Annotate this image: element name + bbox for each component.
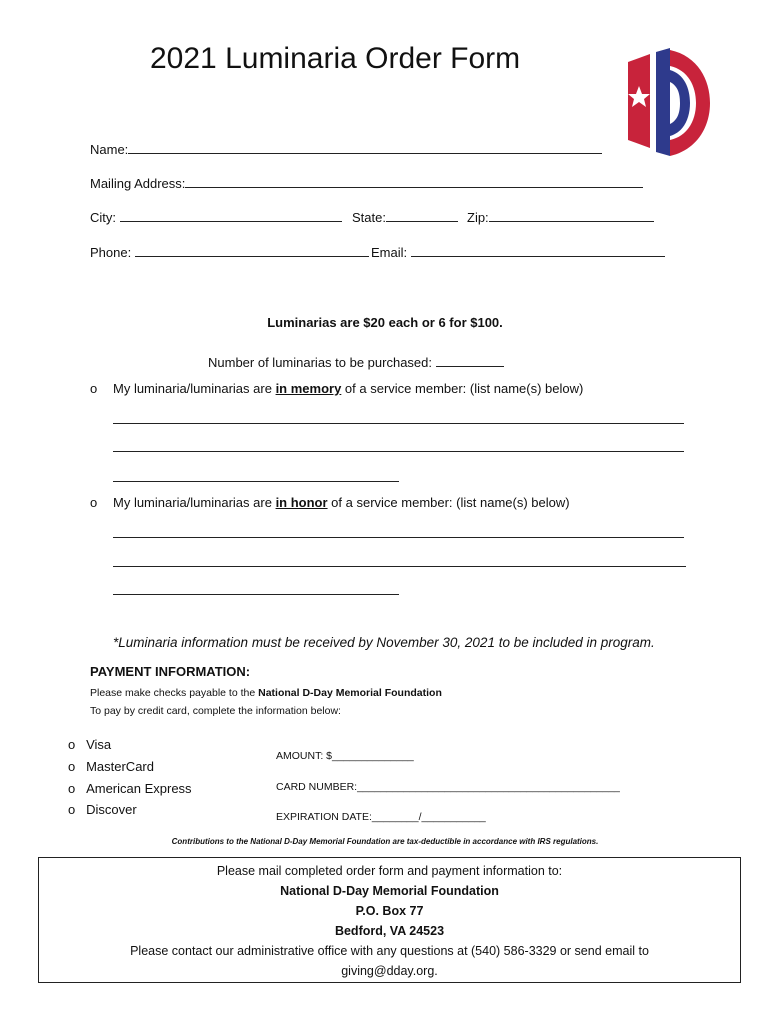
card-option-label: American Express	[86, 781, 192, 796]
memory-option-label	[113, 381, 583, 396]
card-option-label: MasterCard	[86, 759, 154, 774]
phone-line[interactable]	[135, 242, 369, 257]
mail-instructions-box	[38, 857, 741, 983]
card-option-amex[interactable]	[68, 781, 192, 796]
honor-name-line-3[interactable]	[113, 594, 399, 595]
memory-name-line-2[interactable]	[113, 451, 684, 452]
checks-payable-note	[90, 687, 442, 699]
payment-heading: PAYMENT INFORMATION:	[90, 664, 251, 679]
honor-emphasis: in honor	[275, 495, 328, 510]
email-label: Email:	[371, 245, 408, 260]
mailing-address-label: Mailing Address:	[90, 176, 186, 191]
memory-name-line-1[interactable]	[113, 423, 684, 424]
name-label: Name:	[90, 142, 129, 157]
email-line[interactable]	[411, 242, 665, 257]
memory-option-bullet[interactable]: o	[90, 381, 98, 396]
honor-option-text: My luminaria/luminarias are	[113, 495, 276, 510]
checks-payee: National D-Day Memorial Foundation	[258, 687, 442, 699]
memory-emphasis: in memory	[275, 381, 342, 396]
expiration-field[interactable]: EXPIRATION DATE:________/___________	[276, 811, 486, 823]
zip-label: Zip:	[467, 210, 489, 225]
deadline-note: *Luminaria information must be received by November 30, 2021 to be included in program.	[113, 635, 655, 650]
name-line[interactable]	[128, 139, 602, 154]
tax-deductible-note: Contributions to the National D-Day Memorial Foundation are tax-deductible in accordance with IRS regulations.	[171, 837, 599, 846]
mail-instructions-line: Please mail completed order form and payment information to:	[216, 864, 563, 878]
mailing-address-field[interactable]	[90, 173, 643, 191]
card-option-mastercard[interactable]	[68, 759, 154, 774]
honor-option-text-after: of a service member: (list name(s) below)	[327, 495, 570, 510]
card-option-label: Visa	[86, 737, 112, 752]
state-line[interactable]	[386, 207, 458, 222]
card-option-discover[interactable]	[68, 802, 137, 817]
credit-card-note: To pay by credit card, complete the information below:	[90, 705, 341, 717]
pricing-text: Luminarias are $20 each or 6 for $100.	[267, 315, 503, 330]
memory-option-text: My luminaria/luminarias are	[113, 381, 276, 396]
card-number-field[interactable]: CARD NUMBER:_____________________________________________	[276, 781, 620, 793]
mail-org-name: National D-Day Memorial Foundation	[280, 884, 499, 898]
name-field[interactable]	[90, 139, 602, 157]
contact-email-link[interactable]: giving@dday.org.	[341, 964, 438, 978]
honor-option-bullet[interactable]: o	[90, 495, 98, 510]
contact-line: Please contact our administrative office with any questions at (540) 586-3329 or send email to	[130, 944, 649, 958]
form-title: 2021 Luminaria Order Form	[150, 42, 521, 75]
zip-line[interactable]	[489, 207, 654, 222]
memory-option-text-after: of a service member: (list name(s) below)	[341, 381, 584, 396]
city-line[interactable]	[120, 207, 342, 222]
radio-bullet-icon[interactable]: o	[68, 781, 76, 796]
mail-po-box: P.O. Box 77	[355, 904, 424, 918]
phone-label: Phone:	[90, 245, 132, 260]
radio-bullet-icon[interactable]: o	[68, 759, 76, 774]
card-option-label: Discover	[86, 802, 137, 817]
quantity-field[interactable]	[208, 352, 504, 370]
state-label: State:	[352, 210, 386, 225]
memory-name-line-3[interactable]	[113, 481, 399, 482]
state-field[interactable]	[352, 207, 458, 225]
radio-bullet-icon[interactable]: o	[68, 802, 76, 817]
honor-name-line-2[interactable]	[113, 566, 686, 567]
city-field[interactable]	[90, 207, 342, 225]
mailing-address-line[interactable]	[185, 173, 643, 188]
honor-option-label	[113, 495, 570, 510]
dday-foundation-logo-icon	[620, 48, 712, 158]
checks-prefix: Please make checks payable to the	[90, 687, 259, 699]
quantity-label: Number of luminarias to be purchased:	[208, 355, 433, 370]
phone-field[interactable]	[90, 242, 369, 260]
city-label: City:	[90, 210, 116, 225]
zip-field[interactable]	[467, 207, 654, 225]
amount-field[interactable]: AMOUNT: $______________	[276, 750, 414, 762]
mail-city: Bedford, VA 24523	[334, 924, 445, 938]
card-option-visa[interactable]	[68, 737, 111, 752]
radio-bullet-icon[interactable]: o	[68, 737, 76, 752]
quantity-line[interactable]	[436, 352, 504, 367]
honor-name-line-1[interactable]	[113, 537, 684, 538]
email-field[interactable]	[371, 242, 665, 260]
